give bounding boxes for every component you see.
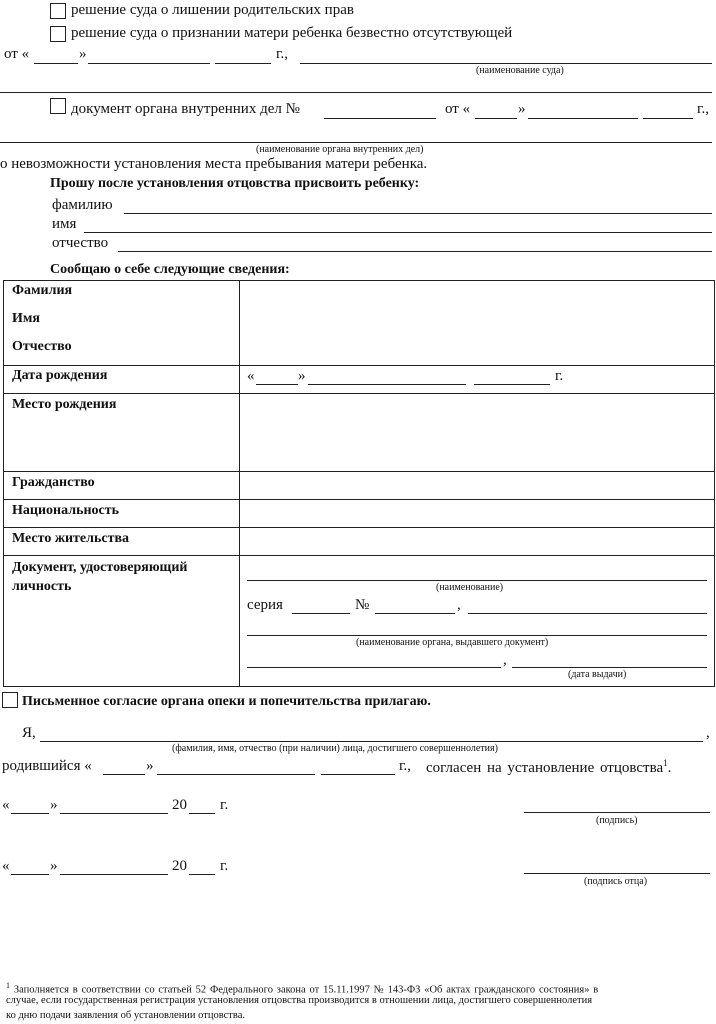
signature-2-caption: (подпись отца) — [584, 876, 648, 887]
signature-1-sign-field[interactable] — [524, 812, 710, 813]
id-doc-issue-date-field[interactable] — [512, 667, 707, 668]
impossible-text: о невозможности установления места пребывания матери ребенка. — [0, 156, 428, 172]
signature-1-year-prefix: 20 — [172, 797, 187, 813]
id-doc-number-sign: № — [355, 597, 370, 613]
police-organ-caption: (наименование органа внутренних дел) — [256, 144, 424, 155]
court-name-caption: (наименование суда) — [476, 65, 564, 76]
checkbox-missing[interactable] — [50, 26, 66, 42]
request-surname-field[interactable] — [124, 213, 712, 214]
checkbox-deprivation-label: решение суда о лишении родительских прав — [71, 2, 354, 18]
police-year-suffix: г., — [697, 101, 709, 117]
signature-1-close-quote: » — [50, 797, 58, 813]
citizenship-value-cell[interactable] — [241, 473, 713, 498]
request-surname-label: фамилию — [52, 197, 113, 213]
birth-day-field[interactable] — [256, 384, 298, 385]
signature-2-year-suffix: г. — [220, 858, 229, 874]
footnote-line-1: $^1$ Заполняется в соответствии со статьей 52 Федерального закона от 15.11.1997 № 143-ФЗ «Об актах гражданского состояния» в — [6, 981, 599, 996]
court-name-field[interactable] — [300, 63, 712, 64]
court-from-label: от « — [4, 46, 30, 62]
signature-1-year-suffix: г. — [220, 797, 229, 813]
court-month-field[interactable] — [88, 63, 210, 64]
birth-date-close-quote: » — [298, 368, 306, 384]
nationality-value-cell[interactable] — [241, 501, 713, 526]
police-day-field[interactable] — [475, 118, 517, 119]
signature-2-month-field[interactable] — [60, 874, 168, 875]
birth-year-field[interactable] — [474, 384, 550, 385]
birth-place-value-cell[interactable] — [241, 395, 713, 470]
court-name-field-2[interactable] — [0, 92, 712, 93]
consent-agree-text: согласен на установление отцовства$^1$. — [426, 758, 672, 776]
table-id-doc-label-line2: личность — [12, 579, 72, 594]
police-month-field[interactable] — [528, 118, 638, 119]
signature-1-year-field[interactable] — [189, 813, 215, 814]
consent-born-month-field[interactable] — [157, 774, 315, 775]
footnote-marker: 1 — [6, 981, 10, 990]
signature-2-open-quote: « — [2, 858, 10, 874]
consent-fio-caption: (фамилия, имя, отчество (при наличии) лица, достигшего совершеннолетия) — [172, 743, 498, 754]
consent-ya-label: Я, — [22, 725, 36, 741]
signature-2-close-quote: » — [50, 858, 58, 874]
consent-born-year-field[interactable] — [321, 774, 395, 775]
table-nationality-label: Национальность — [12, 503, 120, 518]
court-year-suffix: г., — [276, 46, 288, 62]
consent-fio-field[interactable] — [40, 741, 703, 742]
birth-date-year-suffix: г. — [555, 368, 564, 384]
signature-1-day-field[interactable] — [11, 813, 49, 814]
footnote-line-2: случае, если государственная регистрация установления отцовства производится в отношении лица, достигшего совершеннолетия — [6, 995, 593, 1006]
id-doc-issuer-field-2[interactable] — [247, 667, 501, 668]
consent-born-day-field[interactable] — [103, 774, 145, 775]
signature-1-caption: (подпись) — [596, 815, 638, 826]
request-patronymic-label: отчество — [52, 235, 109, 251]
birth-date-open-quote: « — [247, 368, 255, 384]
id-doc-comma-2: , — [503, 652, 507, 668]
signature-2-day-field[interactable] — [11, 874, 49, 875]
id-doc-issuer-field[interactable] — [247, 635, 707, 636]
table-name-label: Имя — [12, 311, 40, 326]
police-year-field[interactable] — [643, 118, 693, 119]
signature-1-open-quote: « — [2, 797, 10, 813]
id-doc-name-field[interactable] — [247, 580, 707, 581]
footnote-reference: 1 — [663, 758, 668, 768]
checkbox-consent[interactable] — [2, 692, 18, 708]
id-doc-issuer-caption: (наименование органа, выдавшего документ) — [356, 637, 549, 648]
footnote-line-3: ко дню подачи заявления об установлении отцовства. — [6, 1010, 245, 1021]
birth-month-field[interactable] — [308, 384, 466, 385]
table-surname-label: Фамилия — [12, 283, 73, 298]
id-doc-number-field[interactable] — [375, 613, 455, 614]
table-patronymic-label: Отчество — [12, 339, 72, 354]
table-residence-label: Место жительства — [12, 531, 130, 546]
table-id-doc-label-line1: Документ, удостоверяющий — [12, 560, 188, 575]
checkbox-missing-label: решение суда о признании матери ребенка безвестно отсутствующей — [71, 25, 513, 41]
id-doc-issue-date-caption: (дата выдачи) — [568, 669, 627, 680]
residence-value-cell[interactable] — [241, 529, 713, 554]
consent-born-year-suffix: г., — [399, 758, 411, 774]
id-doc-series-label: серия — [247, 597, 283, 613]
id-doc-extra-field[interactable] — [468, 613, 707, 614]
signature-2-year-prefix: 20 — [172, 858, 187, 874]
table-birth-date-label: Дата рождения — [12, 368, 108, 383]
checkbox-deprivation[interactable] — [50, 3, 66, 19]
signature-2-sign-field[interactable] — [524, 873, 710, 874]
request-patronymic-field[interactable] — [118, 251, 712, 252]
request-heading: Прошу после установления отцовства присвоить ребенку: — [50, 176, 420, 191]
table-citizenship-label: Гражданство — [12, 475, 95, 490]
id-doc-name-caption: (наименование) — [436, 582, 504, 593]
checkbox-police-label: документ органа внутренних дел № — [71, 101, 300, 117]
court-year-field[interactable] — [215, 63, 271, 64]
police-from-label: от « — [445, 101, 471, 117]
id-doc-series-field[interactable] — [292, 613, 350, 614]
court-day-field[interactable] — [34, 63, 78, 64]
police-close-quote: » — [518, 101, 526, 117]
signature-2-year-field[interactable] — [189, 874, 215, 875]
table-fio-value-cell[interactable] — [241, 282, 713, 364]
table-birth-place-label: Место рождения — [12, 397, 117, 412]
consent-fio-comma: , — [706, 725, 710, 741]
checkbox-consent-label: Письменное согласие органа опеки и попечительства прилагаю. — [22, 694, 431, 709]
info-heading: Сообщаю о себе следующие сведения: — [50, 262, 290, 277]
signature-1-month-field[interactable] — [60, 813, 168, 814]
id-doc-comma-1: , — [457, 597, 461, 613]
court-close-quote: » — [79, 46, 87, 62]
consent-born-label: родившийся « — [2, 758, 92, 774]
consent-born-close-quote: » — [146, 758, 154, 774]
police-doc-number-field[interactable] — [324, 118, 436, 119]
request-name-field[interactable] — [84, 232, 712, 233]
police-organ-field[interactable] — [0, 142, 712, 143]
checkbox-police[interactable] — [50, 98, 66, 114]
request-name-label: имя — [52, 216, 77, 232]
